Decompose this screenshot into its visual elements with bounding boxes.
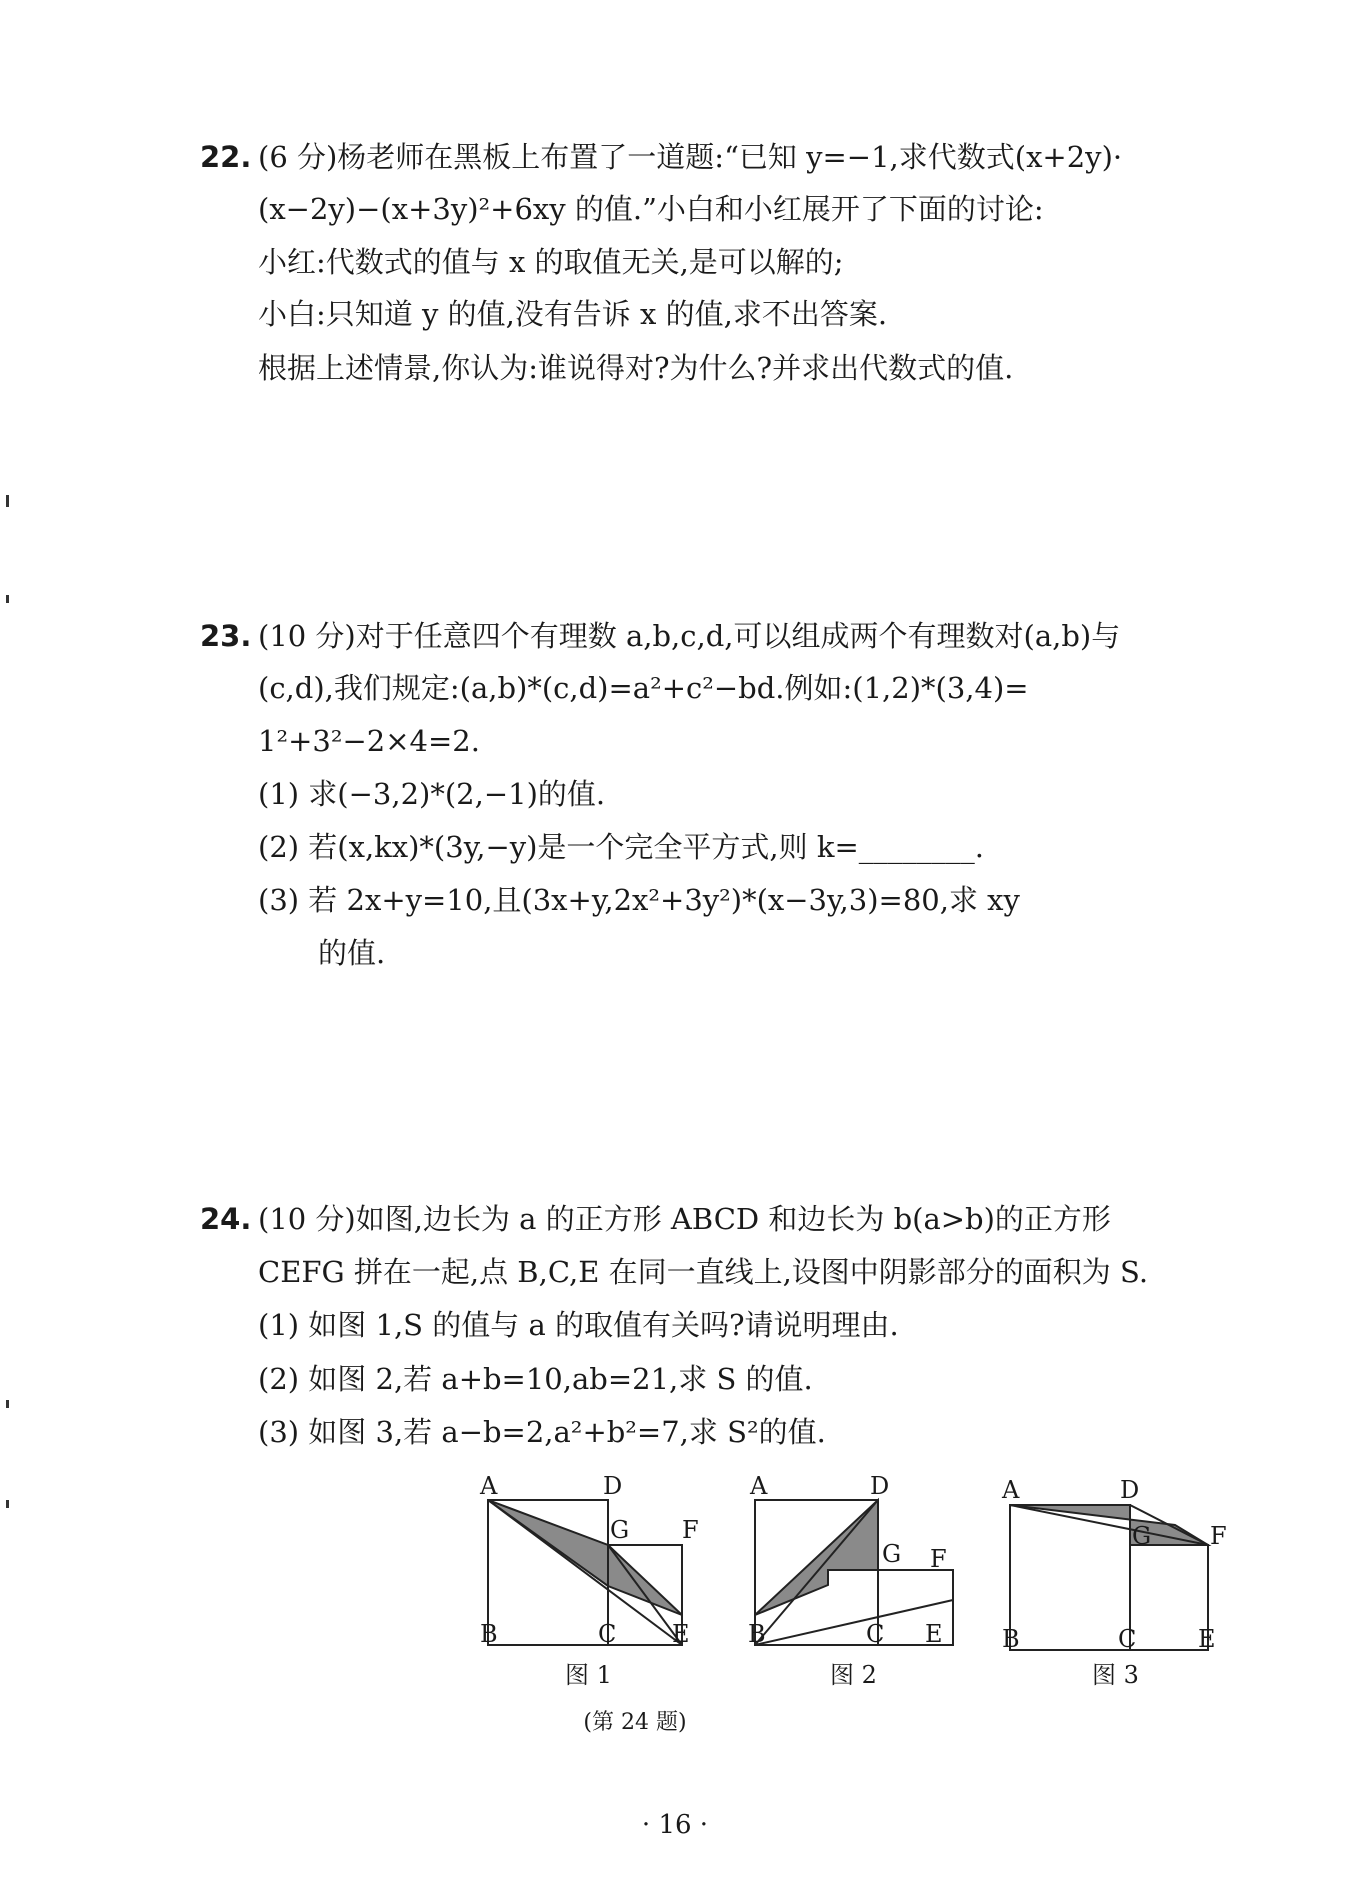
fig1-label-d: D [603, 1472, 623, 1500]
fig1-label-e: E [672, 1620, 690, 1648]
q23-sub-2: (2) 若(x,kx)*(3y,−y)是一个完全平方式,则 k=________. [258, 830, 984, 864]
q24-sub-1: (1) 如图 1,S 的值与 a 的取值有关吗?请说明理由. [258, 1308, 899, 1342]
fig2-label-e: E [925, 1620, 943, 1648]
q22-line-3: 小红:代数式的值与 x 的取值无关,是可以解的; [258, 245, 844, 279]
fig2-label-f: F [930, 1545, 947, 1573]
q24-line-1: 24. (10 分)如图,边长为 a 的正方形 ABCD 和边长为 b(a>b)的正方形 [200, 1202, 1111, 1236]
figure-group-caption: (第 24 题) [583, 1710, 687, 1735]
q22-number: 22. [200, 140, 252, 174]
fig1-label-b: B [480, 1620, 498, 1648]
scan-mark [6, 495, 9, 507]
scan-mark [6, 1500, 9, 1508]
q23-line-1: 23. (10 分)对于任意四个有理数 a,b,c,d,可以组成两个有理数对(a,b)与 [200, 619, 1121, 653]
fig1-label-a: A [480, 1472, 498, 1500]
q22-line-5: 根据上述情景,你认为:谁说得对?为什么?并求出代数式的值. [258, 351, 1014, 385]
fig1-label-f: F [682, 1516, 699, 1544]
fig2-label-b: B [748, 1620, 766, 1648]
fig2-shaded-region [755, 1500, 878, 1615]
q23-number: 23. [200, 619, 252, 653]
fig1-shaded-region [488, 1500, 682, 1615]
fig2-caption: 图 2 [830, 1661, 877, 1689]
scan-mark [6, 595, 9, 603]
q23-sub-1: (1) 求(−3,2)*(2,−1)的值. [258, 777, 606, 811]
scan-mark [6, 1400, 9, 1408]
q22-line-2: (x−2y)−(x+3y)²+6xy 的值.”小白和小红展开了下面的讨论: [258, 192, 1044, 226]
q24-sub-2: (2) 如图 2,若 a+b=10,ab=21,求 S 的值. [258, 1362, 813, 1396]
q23-sub-3-cont: 的值. [318, 936, 386, 970]
fig3-label-e: E [1198, 1625, 1216, 1653]
q23-line-3: 1²+3²−2×4=2. [258, 724, 480, 758]
fig2-label-c: C [866, 1620, 885, 1648]
q22-line-4: 小白:只知道 y 的值,没有告诉 x 的值,求不出答案. [258, 297, 888, 331]
fig1-label-g: G [610, 1516, 630, 1544]
q23-line-2: (c,d),我们规定:(a,b)*(c,d)=a²+c²−bd.例如:(1,2)*(3,4)= [258, 671, 1029, 705]
fig3-label-d: D [1120, 1476, 1140, 1504]
page-number: · 16 · [641, 1810, 709, 1840]
q23-sub-3: (3) 若 2x+y=10,且(3x+y,2x²+3y²)*(x−3y,3)=80,求 xy [258, 883, 1020, 917]
fig3-caption: 图 3 [1092, 1661, 1139, 1689]
fig3-label-b: B [1002, 1625, 1020, 1653]
fig1-caption: 图 1 [565, 1661, 612, 1689]
fig3-label-g: G [1132, 1522, 1152, 1550]
q24-number: 24. [200, 1202, 252, 1236]
fig3-label-a: A [1002, 1476, 1020, 1504]
fig3-label-f: F [1210, 1522, 1227, 1550]
q22-line-1: 22. (6 分)杨老师在黑板上布置了一道题:“已知 y=−1,求代数式(x+2y)· [200, 140, 1123, 174]
fig2-label-d: D [870, 1472, 890, 1500]
fig2-label-a: A [750, 1472, 768, 1500]
fig1-label-c: C [598, 1620, 617, 1648]
fig3-label-c: C [1118, 1625, 1137, 1653]
q24-line-2: CEFG 拼在一起,点 B,C,E 在同一直线上,设图中阴影部分的面积为 S. [258, 1255, 1149, 1289]
fig2-label-g: G [882, 1540, 902, 1568]
q24-sub-3: (3) 如图 3,若 a−b=2,a²+b²=7,求 S²的值. [258, 1415, 826, 1449]
